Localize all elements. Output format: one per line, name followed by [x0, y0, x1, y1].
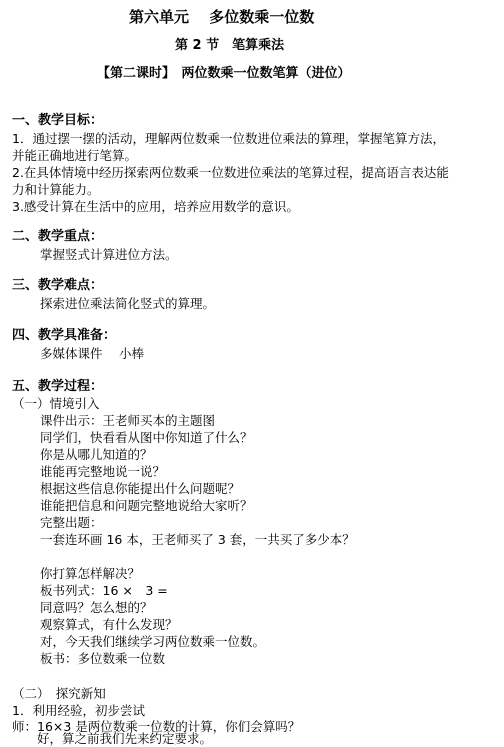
unit-title: 第六单元 多位数乘一位数	[129, 8, 315, 26]
part1-line: 完整出题：	[40, 515, 103, 530]
part2-line: 师：16×3 是两位数乘一位数的计算，你们会算吗？	[12, 719, 301, 734]
process-heading: 五、教学过程：	[12, 379, 104, 394]
preparation-text: 多媒体课件 小棒	[40, 346, 144, 361]
part1-line: 谁能把信息和问题完整地说给大家听？	[40, 498, 253, 513]
part1-line: 观察算式，有什么发现？	[40, 617, 178, 632]
section-title: 第 2 节 笔算乘法	[175, 38, 285, 53]
goal-2-cont: 力和计算能力。	[12, 182, 100, 197]
goals-heading: 一、教学目标：	[12, 113, 104, 128]
goal-1-cont: 并能正确地进行笔算。	[12, 148, 138, 163]
part1-line: 课件出示：王老师买本的主题图	[40, 413, 216, 428]
part1-line: 你打算怎样解决？	[40, 566, 141, 581]
part2-line: 好，算之前我们先来约定要求。	[12, 731, 213, 746]
part1-line: 板书列式：16 × 3 =	[40, 583, 168, 598]
part2-heading: （二） 探究新知	[12, 686, 106, 701]
part1-line: 一套连环画 16 本，王老师买了 3 套，一共买了多少本？	[40, 532, 355, 547]
part1-line: 你是从哪儿知道的？	[40, 447, 153, 462]
key-points-text: 掌握竖式计算进位方法。	[40, 247, 178, 262]
difficulties-text: 探索进位乘法简化竖式的算理。	[40, 296, 216, 311]
part1-line: 同意吗？怎么想的？	[40, 600, 153, 615]
preparation-heading: 四、教学具准备：	[12, 328, 117, 343]
part1-line: 根据这些信息你能提出什么问题呢？	[40, 481, 241, 496]
goal-1: 1．通过摆一摆的活动，理解两位数乘一位数进位乘法的算理，掌握笔算方法，	[12, 131, 445, 146]
lesson-title: 【第二课时】 两位数乘一位数笔算（进位）	[97, 66, 351, 81]
difficulties-heading: 三、教学难点：	[12, 278, 104, 293]
part1-line: 同学们，快看看从图中你知道了什么？	[40, 430, 253, 445]
part1-heading: （一）情境引入	[12, 396, 100, 411]
goal-3: 3.感受计算在生活中的应用，培养应用数学的意识。	[12, 199, 299, 214]
key-points-heading: 二、教学重点：	[12, 229, 104, 244]
part1-line: 对，今天我们继续学习两位数乘一位数。	[40, 634, 266, 649]
part1-line: 谁能再完整地说一说？	[40, 464, 166, 479]
part1-line: 板书：多位数乘一位数	[40, 651, 166, 666]
goal-2: 2.在具体情境中经历探索两位数乘一位数进位乘法的笔算过程，提高语言表达能	[12, 165, 449, 180]
part2-line: 1．利用经验，初步尝试	[12, 703, 145, 718]
